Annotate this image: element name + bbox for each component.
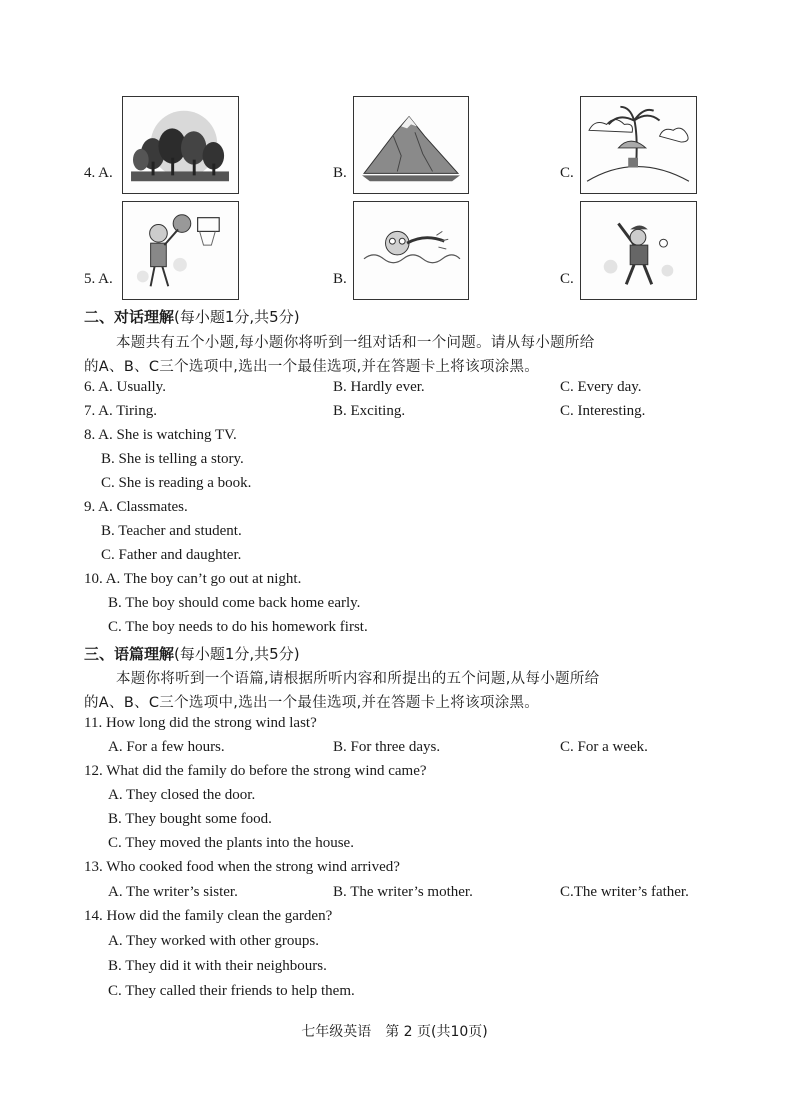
beach-picture — [580, 96, 697, 194]
q5-label: 5. A. — [84, 271, 113, 287]
section-3-instructions-line-1: 本题你将听到一个语篇,请根据所听内容和所提出的五个问题,从每小题所给 — [116, 671, 600, 687]
q7-option-b: B. Exciting. — [333, 403, 406, 419]
q6-option-a: 6. A. Usually. — [84, 379, 166, 395]
section-3-instructions-line-2: 的A、B、C三个选项中,选出一个最佳选项,并在答题卡上将该项涂黑。 — [84, 695, 540, 711]
basketball-picture — [122, 201, 239, 300]
section-2-instructions-line-2: 的A、B、C三个选项中,选出一个最佳选项,并在答题卡上将该项涂黑。 — [84, 359, 540, 375]
q7-option-c: C. Interesting. — [560, 403, 646, 419]
q10-option-b: B. The boy should come back home early. — [108, 595, 361, 611]
q14-option-a: A. They worked with other groups. — [108, 933, 319, 949]
q12-option-a: A. They closed the door. — [108, 787, 256, 803]
section-3-heading — [84, 643, 300, 664]
q14-question: 14. How did the family clean the garden? — [84, 908, 333, 924]
q6-option-b: B. Hardly ever. — [333, 379, 425, 395]
q8-option-b: B. She is telling a story. — [101, 451, 244, 467]
q13-option-c: C.The writer’s father. — [560, 884, 689, 900]
q6-option-c: C. Every day. — [560, 379, 642, 395]
section-2-heading — [84, 306, 300, 327]
section-2-instructions-line-1: 本题共有五个小题,每小题你将听到一组对话和一个问题。请从每小题所给 — [116, 335, 595, 351]
q9-option-c: C. Father and daughter. — [101, 547, 242, 563]
section-3-title: 三、语篇理解 — [84, 645, 175, 663]
q9-option-b: B. Teacher and student. — [101, 523, 242, 539]
q12-question: 12. What did the family do before the strong wind came? — [84, 763, 427, 779]
q11-option-c: C. For a week. — [560, 739, 648, 755]
q13-option-a: A. The writer’s sister. — [108, 884, 238, 900]
mountain-picture — [353, 96, 469, 194]
q11-option-b: B. For three days. — [333, 739, 441, 755]
q5-option-c-label: C. — [560, 271, 574, 287]
q11-option-a: A. For a few hours. — [108, 739, 225, 755]
q13-question: 13. Who cooked food when the strong wind arrived? — [84, 859, 400, 875]
q4-option-b-label: B. — [333, 165, 347, 181]
forest-picture — [122, 96, 239, 194]
q14-option-b: B. They did it with their neighbours. — [108, 958, 327, 974]
q8-option-c: C. She is reading a book. — [101, 475, 252, 491]
q10-option-a: 10. A. The boy can’t go out at night. — [84, 571, 302, 587]
q7-option-a: 7. A. Tiring. — [84, 403, 157, 419]
q4-label: 4. A. — [84, 165, 113, 181]
q12-option-b: B. They bought some food. — [108, 811, 272, 827]
q13-option-b: B. The writer’s mother. — [333, 884, 473, 900]
q10-option-c: C. The boy needs to do his homework first. — [108, 619, 368, 635]
q12-option-c: C. They moved the plants into the house. — [108, 835, 354, 851]
section-2-points: (每小题1分,共5分) — [174, 308, 300, 326]
section-3-points: (每小题1分,共5分) — [174, 645, 300, 663]
section-2-title: 二、对话理解 — [84, 308, 175, 326]
q8-option-a: 8. A. She is watching TV. — [84, 427, 237, 443]
baseball-picture — [580, 201, 697, 300]
q5-option-b-label: B. — [333, 271, 347, 287]
q4-option-c-label: C. — [560, 165, 574, 181]
q11-question: 11. How long did the strong wind last? — [84, 715, 317, 731]
q9-option-a: 9. A. Classmates. — [84, 499, 188, 515]
swimming-picture — [353, 201, 469, 300]
page-footer: 七年级英语 第 2 页(共10页) — [301, 1024, 488, 1040]
q14-option-c: C. They called their friends to help them. — [108, 983, 355, 999]
